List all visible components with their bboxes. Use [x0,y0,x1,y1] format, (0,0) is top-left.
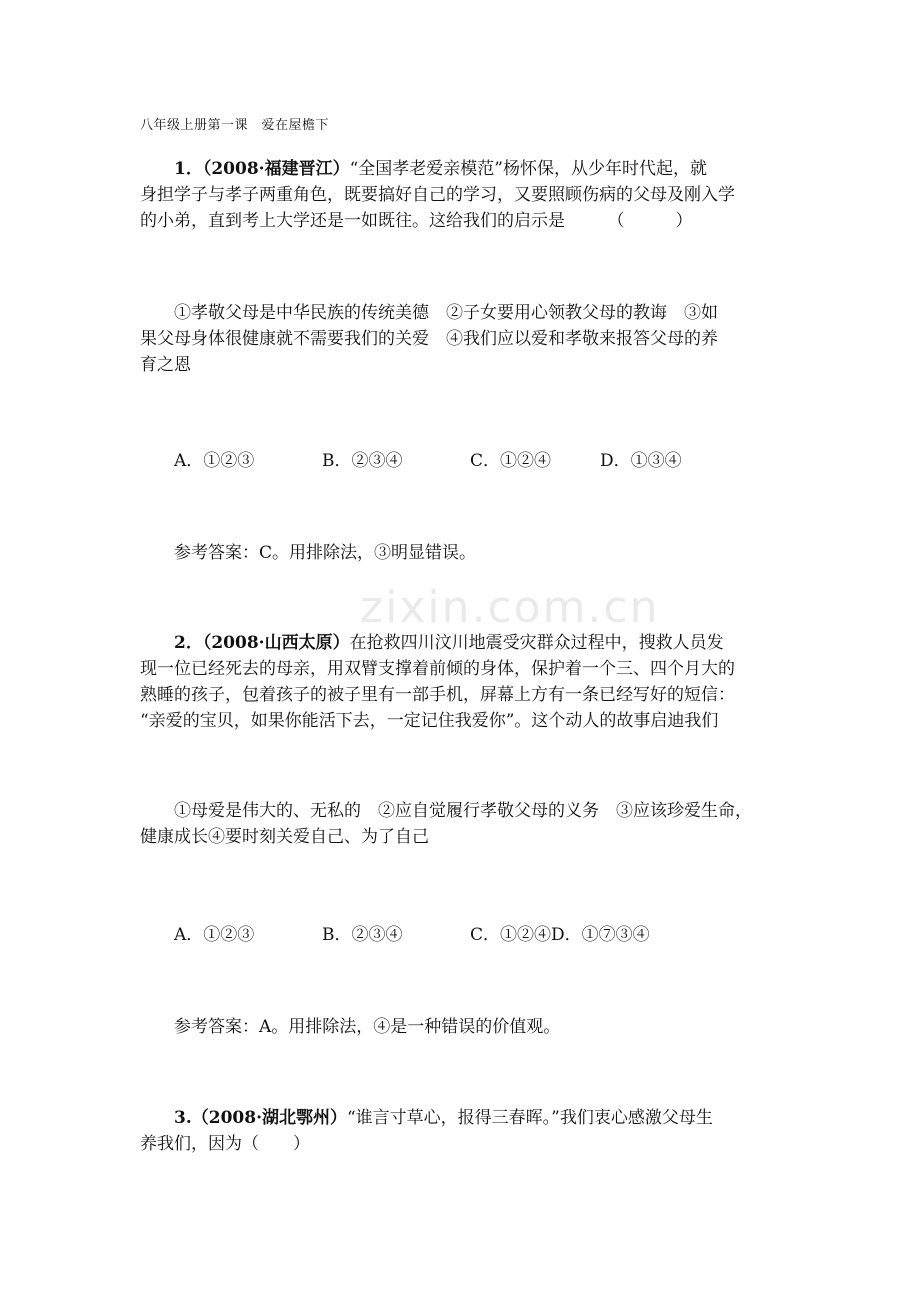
question-2-source: （2008·山西太原） [202,633,350,653]
question-2-statements: ①母爱是伟大的、无私的 ②应自觉履行孝敬父母的义务 ③应该珍爱生命， 健康成长④要时刻关爱自己、为了自己 [140,801,752,847]
question-2-answer: 参考答案：A。用排除法，④是一种错误的价值观。 [174,1017,561,1037]
question-1-number: 1． [174,159,203,179]
question-1-line-1: 1．（2008·福建晋江）“全国孝老爱亲模范”杨怀保，从少年时代起，就 [174,159,707,179]
question-2-line-1: 2．（2008·山西太原）在抢救四川汶川地震受灾群众过程中，搜救人员发 [174,633,724,653]
question-1-options [174,446,682,471]
question-1-stem [140,156,782,234]
option-c-d: C．①②④D．①⑦③④ [470,925,650,945]
question-3-number: 3. [174,1108,192,1128]
question-3-source: （2008·湖北鄂州） [191,1108,347,1128]
option-d: D．①③④ [600,451,682,471]
question-2-options [174,920,650,945]
question-2-stem: 2．（2008·山西太原）在抢救四川汶川地震受灾群众过程中，搜救人员发 现一位已经死去的母亲，用双臂支撑着前倾的身体，保护着一个三、四个月大的 熟睡的孩子，包着孩子的被子里有一部手机，屏幕上方有一条已经写好的短信： “亲爱的宝贝，如果你能活下去，一定记住我爱你”。这个动人的故事启迪我们 [140,630,782,734]
question-1-statements: ①孝敬父母是中华民族的传统美德 ②子女要用心领教父母的教诲 ③如 果父母身体很健康就不需要我们的关爱 ④我们应以爱和孝敬来报答父母的养 育之恩 [140,303,718,375]
question-3-stem: 3.（2008·湖北鄂州）“谁言寸草心，报得三春晖。”我们衷心感激父母生 养我们，因为（ ） [140,1105,782,1157]
question-1-source: （2008·福建晋江） [202,159,350,179]
option-c: C．①②④ [470,451,552,471]
question-3-line-1: 3.（2008·湖北鄂州）“谁言寸草心，报得三春晖。”我们衷心感激父母生 [174,1108,713,1128]
option-a: A．①②③ [174,925,255,945]
question-1-line-2: 身担学子与孝子两重角色，既要搞好自己的学习，又要照顾伤病的父母及刚入学 [140,185,735,205]
question-2-number: 2． [174,633,203,653]
question-1-line-3: 的小弟，直到考上大学还是一如既往。这给我们的启示是 （ ） [140,211,693,231]
question-1-answer: 参考答案：C。用排除法，③明显错误。 [174,543,477,563]
page-header: 八年级上册第一课 爱在屋檐下 [140,118,330,133]
option-b: B．②③④ [322,925,403,945]
option-b: B．②③④ [322,451,403,471]
option-a: A．①②③ [174,451,255,471]
watermark: zixin.com.cn [360,582,660,633]
